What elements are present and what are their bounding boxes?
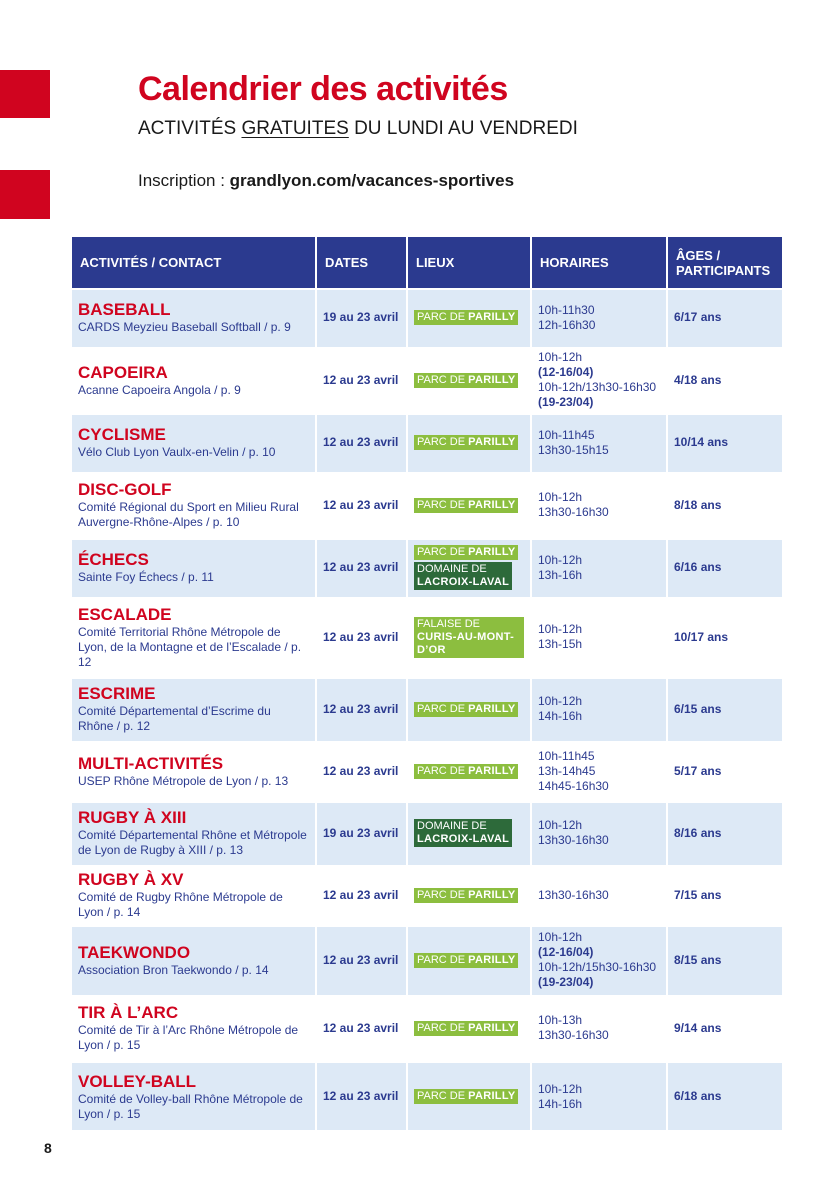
header-ages-line2: PARTICIPANTS [676, 262, 771, 278]
schedule-line [538, 428, 660, 443]
schedule-period: (19-23/04) [538, 975, 594, 989]
cell-dates: 12 au 23 avril [316, 471, 407, 539]
cell-horaires [531, 289, 667, 346]
cell-dates: 12 au 23 avril [316, 926, 407, 994]
location-tag [414, 1089, 518, 1104]
cell-ages: 5/17 ans [667, 740, 782, 802]
schedule-line [538, 505, 660, 520]
table-row [72, 740, 782, 802]
activity-contact: Comité Régional du Sport en Milieu Rural Auvergne-Rhône-Alpes / p. 10 [78, 500, 299, 529]
location-name: LACROIX-LAVAL [417, 833, 510, 845]
location-prefix: PARC DE [417, 702, 469, 715]
schedule-time: 13h30-16h30 [538, 833, 609, 847]
table-body [72, 289, 782, 1130]
cell-horaires [531, 414, 667, 471]
schedule-line [538, 443, 660, 458]
schedule-time: 10h-12h [538, 622, 583, 636]
schedule-line [538, 779, 660, 794]
table-header-row [72, 237, 782, 289]
red-tab-top [0, 70, 50, 118]
cell-horaires [531, 740, 667, 802]
location-prefix: PARC DE [417, 1021, 469, 1034]
location-prefix: PARC DE [417, 498, 469, 511]
schedule-time: 10h-12h [538, 490, 583, 504]
location-tag [414, 435, 518, 450]
location-prefix: FALAISE DE [417, 617, 480, 630]
location-tag [414, 819, 512, 847]
cell-ages: 8/18 ans [667, 471, 782, 539]
cell-activity [72, 289, 316, 346]
header-ages [667, 237, 782, 289]
activity-contact: USEP Rhône Métropole de Lyon / p. 13 [78, 773, 289, 788]
location-name: PARILLY [468, 764, 516, 777]
schedule-time: 10h-11h45 [538, 427, 595, 442]
activity-contact: Association Bron Taekwondo / p. 14 [78, 962, 269, 977]
schedule-time: 10h-11h30 [538, 302, 595, 317]
page-number: 8 [44, 1140, 52, 1156]
cell-dates: 12 au 23 avril [316, 864, 407, 926]
cell-horaires [531, 864, 667, 926]
table-row [72, 539, 782, 596]
schedule-line [538, 764, 660, 779]
cell-lieux [407, 346, 531, 414]
activity-contact: CARDS Meyzieu Baseball Softball / p. 9 [78, 320, 291, 334]
activity-name: DISC-GOLF [78, 480, 172, 499]
schedule-period: (12-16/04) [538, 945, 594, 959]
schedule-line [538, 395, 660, 410]
cell-activity [72, 471, 316, 539]
cell-horaires [531, 678, 667, 740]
schedule-line [538, 380, 660, 395]
location-tag [414, 310, 518, 325]
location-prefix: PARC DE [417, 953, 469, 966]
inscription-line [138, 171, 514, 191]
schedule-line [538, 833, 660, 848]
cell-ages: 6/17 ans [667, 289, 782, 346]
cell-dates: 12 au 23 avril [316, 346, 407, 414]
activities-table [72, 237, 782, 1130]
cell-lieux [407, 802, 531, 864]
activity-name: RUGBY À XV [78, 870, 184, 889]
location-name: PARILLY [468, 546, 516, 558]
activity-name: BASEBALL [78, 300, 171, 319]
inscription-url[interactable]: grandlyon.com/vacances-sportives [229, 171, 515, 190]
cell-dates: 12 au 23 avril [316, 414, 407, 471]
activity-name: CAPOEIRA [78, 362, 168, 382]
schedule-line [538, 622, 660, 637]
schedule-line [538, 1097, 660, 1112]
schedule-line [538, 888, 660, 903]
schedule-line [538, 318, 660, 333]
cell-lieux [407, 1062, 531, 1130]
location-tag [414, 1021, 518, 1036]
location-tag [414, 764, 518, 779]
cell-lieux [407, 539, 531, 596]
schedule-line [538, 694, 660, 709]
location-tag [414, 373, 518, 388]
cell-activity [72, 539, 316, 596]
schedule-time: 10h-12h [538, 930, 583, 944]
activity-contact: Comité Départemental d’Escrime du Rhône / p. 12 [78, 704, 271, 733]
cell-ages: 9/14 ans [667, 994, 782, 1062]
page-title: Calendrier des activités [138, 70, 508, 108]
location-tag [414, 562, 512, 590]
cell-lieux [407, 596, 531, 678]
activity-name: VOLLEY-BALL [78, 1071, 197, 1091]
activity-name: TAEKWONDO [78, 942, 191, 962]
location-prefix: PARC DE [417, 546, 469, 558]
cell-dates: 19 au 23 avril [316, 802, 407, 864]
cell-horaires [531, 539, 667, 596]
cell-ages: 7/15 ans [667, 864, 782, 926]
activity-contact: Acanne Capoeira Angola / p. 9 [78, 382, 241, 397]
schedule-time: 10h-12h [538, 818, 583, 832]
cell-horaires [531, 994, 667, 1062]
cell-horaires [531, 471, 667, 539]
activity-contact: Comité Départemental Rhône et Métropole de Lyon de Rugby à XIII / p. 13 [78, 828, 307, 857]
schedule-line [538, 818, 660, 833]
cell-activity [72, 740, 316, 802]
cell-activity [72, 864, 316, 926]
cell-activity [72, 926, 316, 994]
activity-name: MULTI-ACTIVITÉS [78, 753, 224, 773]
activity-name: RUGBY À XIII [78, 808, 187, 827]
schedule-time: 13h-16h [538, 567, 583, 582]
cell-horaires [531, 346, 667, 414]
schedule-time: 10h-12h [538, 694, 583, 708]
location-tag [414, 953, 518, 968]
activity-contact: Comité de Tir à l’Arc Rhône Métropole de Lyon / p. 15 [78, 1023, 299, 1052]
cell-activity [72, 678, 316, 740]
location-prefix: PARC DE [417, 373, 469, 386]
schedule-line [538, 749, 660, 764]
cell-lieux [407, 740, 531, 802]
schedule-time: 10h-13h [538, 1013, 583, 1027]
location-tag [414, 545, 518, 560]
cell-ages: 8/16 ans [667, 802, 782, 864]
location-name: CURIS-AU-MONT-D’OR [417, 630, 515, 656]
cell-ages: 4/18 ans [667, 346, 782, 414]
schedule-time: 13h30-16h30 [538, 505, 609, 519]
cell-dates: 12 au 23 avril [316, 994, 407, 1062]
schedule-time: 14h-16h [538, 709, 583, 723]
cell-dates: 12 au 23 avril [316, 539, 407, 596]
schedule-line [538, 1013, 660, 1028]
cell-activity [72, 994, 316, 1062]
schedule-period: (19-23/04) [538, 395, 594, 409]
cell-horaires [531, 926, 667, 994]
schedule-line [538, 637, 660, 652]
cell-dates: 12 au 23 avril [316, 678, 407, 740]
location-name: PARILLY [468, 888, 516, 901]
schedule-time: 13h30-16h30 [538, 887, 609, 902]
cell-activity [72, 802, 316, 864]
table-row [72, 414, 782, 471]
schedule-time: 13h30-16h30 [538, 1028, 609, 1042]
schedule-line [538, 303, 660, 318]
red-tab-bottom [0, 170, 50, 219]
cell-ages: 6/15 ans [667, 678, 782, 740]
cell-ages: 6/18 ans [667, 1062, 782, 1130]
location-name: PARILLY [468, 1090, 516, 1102]
activity-name: CYCLISME [78, 425, 166, 444]
cell-dates: 12 au 23 avril [316, 740, 407, 802]
cell-ages: 10/17 ans [667, 596, 782, 678]
schedule-line [538, 975, 660, 990]
cell-activity [72, 596, 316, 678]
location-name: PARILLY [468, 702, 516, 715]
schedule-line [538, 930, 660, 960]
table-row [72, 802, 782, 864]
location-prefix: PARC DE [417, 764, 469, 777]
table-row [72, 289, 782, 346]
header-lieux: LIEUX [407, 237, 531, 289]
table-row [72, 471, 782, 539]
schedule-time: 10h-12h/15h30-16h30 [538, 960, 657, 974]
schedule-period: (12-16/04) [538, 365, 594, 379]
subtitle-underlined: GRATUITES [241, 118, 349, 139]
cell-horaires [531, 596, 667, 678]
cell-activity [72, 1062, 316, 1130]
table-row [72, 864, 782, 926]
cell-lieux [407, 864, 531, 926]
location-tag [414, 617, 524, 658]
activity-contact: Comité de Volley-ball Rhône Métropole de Lyon / p. 15 [78, 1091, 303, 1121]
schedule-line [538, 960, 660, 975]
location-prefix: PARC DE [417, 436, 469, 448]
location-name: PARILLY [468, 953, 516, 966]
subtitle-pre: ACTIVITÉS [138, 118, 242, 139]
header-activites: ACTIVITÉS / CONTACT [72, 237, 316, 289]
location-prefix: PARC DE [417, 888, 469, 901]
table-row [72, 994, 782, 1062]
location-prefix: DOMAINE DE [417, 563, 487, 575]
schedule-line [538, 1082, 660, 1097]
cell-horaires [531, 802, 667, 864]
location-prefix: DOMAINE DE [417, 820, 487, 832]
cell-lieux [407, 994, 531, 1062]
cell-dates: 12 au 23 avril [316, 596, 407, 678]
inscription-label: Inscription : [138, 171, 230, 190]
page-subtitle [138, 118, 578, 140]
location-name: LACROIX-LAVAL [417, 576, 510, 588]
cell-ages: 10/14 ans [667, 414, 782, 471]
schedule-time: 14h45-16h30 [538, 778, 609, 793]
schedule-time: 14h-16h [538, 1096, 583, 1111]
cell-activity [72, 346, 316, 414]
cell-dates: 12 au 23 avril [316, 1062, 407, 1130]
location-name: PARILLY [468, 436, 516, 448]
location-tag [414, 498, 518, 513]
activity-contact: Vélo Club Lyon Vaulx-en-Velin / p. 10 [78, 445, 276, 459]
location-prefix: PARC DE [417, 1090, 469, 1102]
activity-name: ESCRIME [78, 684, 156, 703]
schedule-time: 10h-12h [538, 1081, 583, 1096]
schedule-time: 12h-16h30 [538, 317, 596, 332]
cell-lieux [407, 471, 531, 539]
activity-contact: Sainte Foy Échecs / p. 11 [78, 570, 214, 584]
cell-ages: 6/16 ans [667, 539, 782, 596]
header-ages-line1: ÂGES / [676, 247, 721, 263]
cell-activity [72, 414, 316, 471]
table-row [72, 678, 782, 740]
location-tag [414, 702, 518, 717]
location-prefix: PARC DE [417, 311, 469, 323]
schedule-time: 10h-12h [538, 350, 583, 364]
location-name: PARILLY [468, 311, 516, 323]
cell-dates: 19 au 23 avril [316, 289, 407, 346]
activity-contact: Comité Territorial Rhône Métropole de Lyon, de la Montagne et de l’Escalade / p. 12 [78, 624, 302, 669]
subtitle-post: DU LUNDI AU VENDREDI [348, 118, 578, 139]
table-row [72, 346, 782, 414]
cell-lieux [407, 289, 531, 346]
location-name: PARILLY [468, 498, 516, 511]
location-name: PARILLY [468, 373, 516, 386]
schedule-time: 10h-11h45 [538, 748, 595, 763]
schedule-line [538, 709, 660, 724]
cell-lieux [407, 678, 531, 740]
activity-name: TIR À L’ARC [78, 1003, 179, 1022]
cell-lieux [407, 414, 531, 471]
schedule-line [538, 1028, 660, 1043]
location-name: PARILLY [468, 1021, 516, 1034]
schedule-line [538, 490, 660, 505]
header-horaires: HORAIRES [531, 237, 667, 289]
cell-horaires [531, 1062, 667, 1130]
schedule-time: 13h30-15h15 [538, 442, 609, 457]
schedule-time: 10h-12h [538, 552, 583, 567]
activity-contact: Comité de Rugby Rhône Métropole de Lyon / p. 14 [78, 890, 283, 919]
schedule-time: 13h-14h45 [538, 763, 596, 778]
schedule-line [538, 350, 660, 380]
schedule-line [538, 568, 660, 583]
table-row [72, 926, 782, 994]
cell-ages: 8/15 ans [667, 926, 782, 994]
header-dates: DATES [316, 237, 407, 289]
schedule-time: 13h-15h [538, 637, 583, 651]
table-row [72, 1062, 782, 1130]
table-row [72, 596, 782, 678]
activity-name: ESCALADE [78, 604, 172, 624]
activity-name: ÉCHECS [78, 550, 149, 569]
cell-lieux [407, 926, 531, 994]
schedule-line [538, 553, 660, 568]
schedule-time: 10h-12h/13h30-16h30 [538, 380, 657, 394]
location-tag [414, 888, 518, 903]
